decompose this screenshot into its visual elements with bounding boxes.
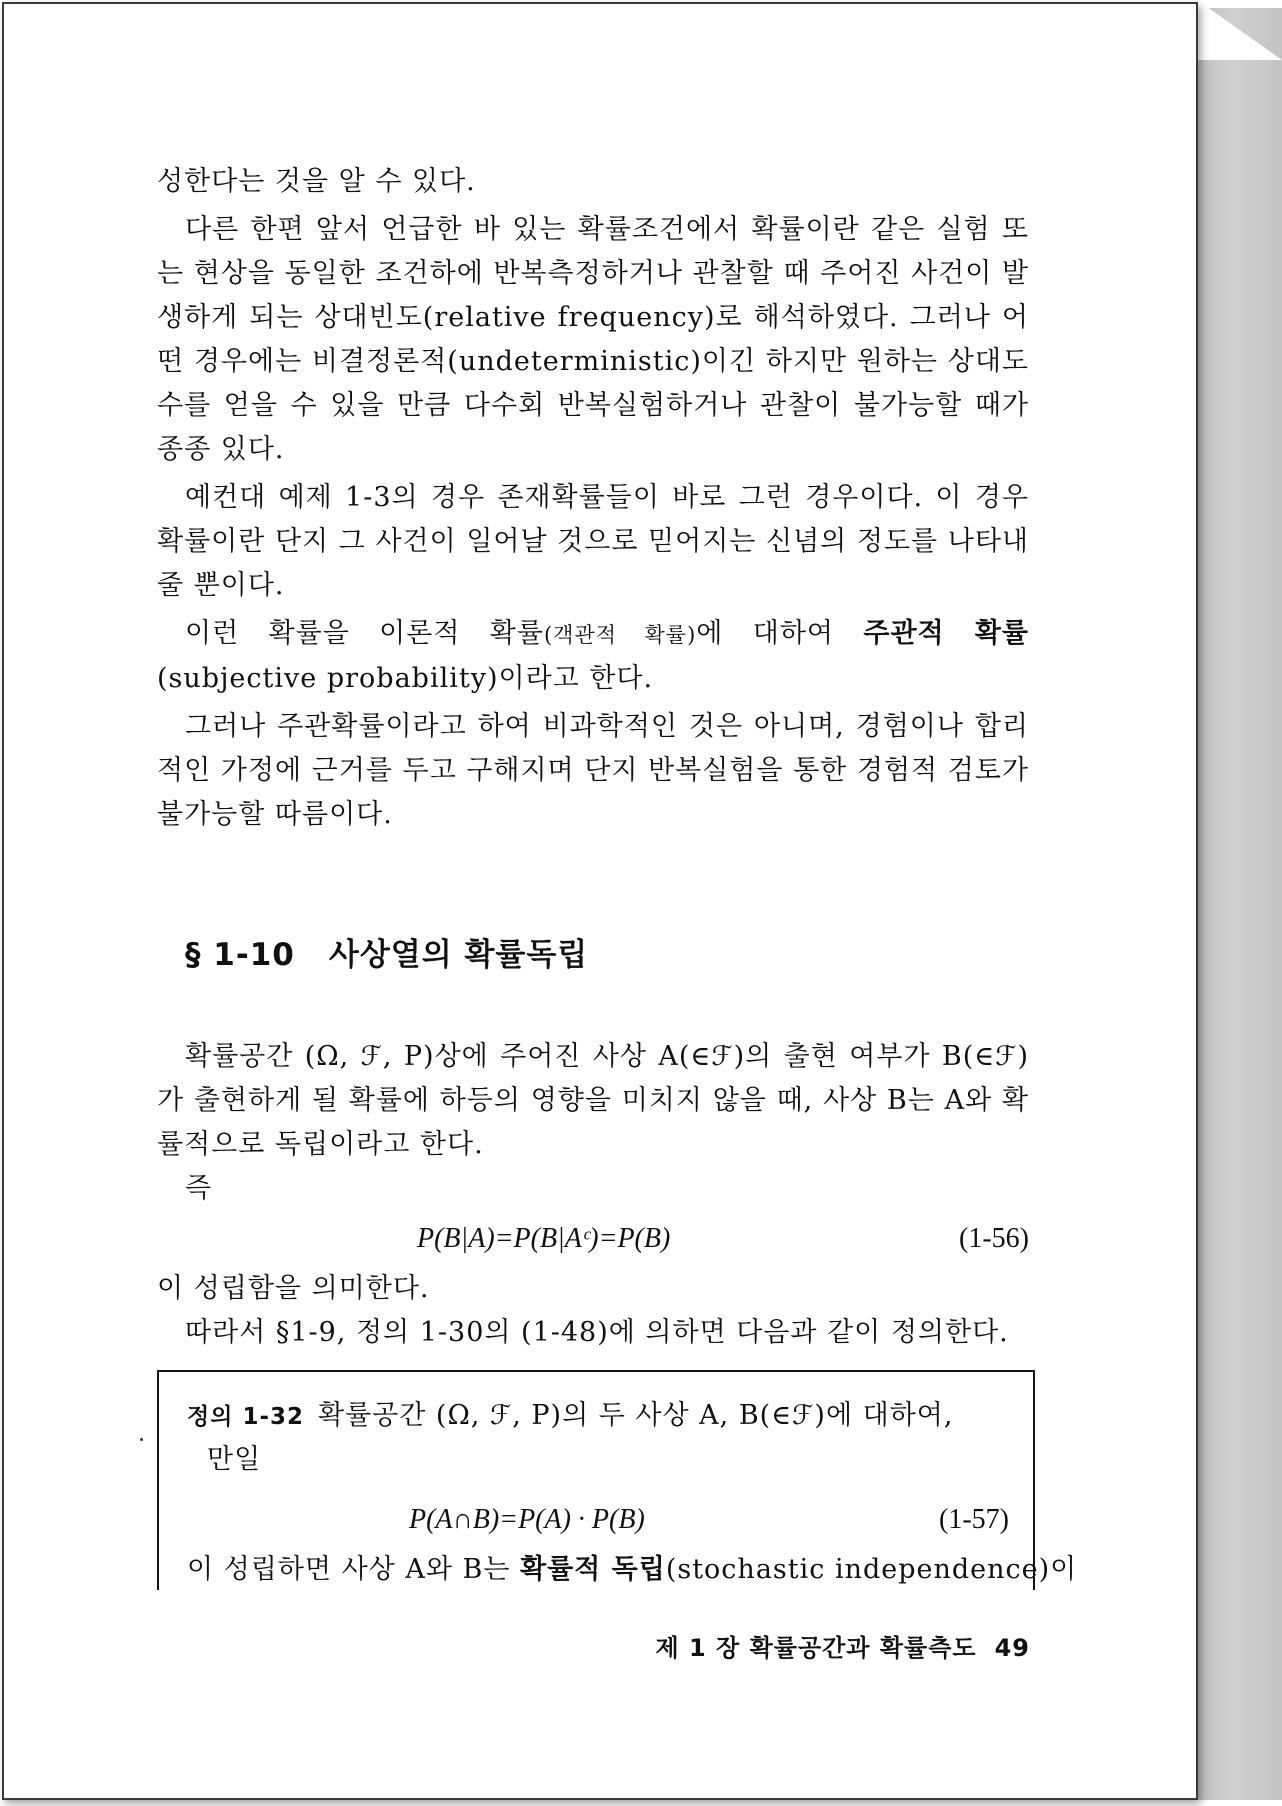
page-number: 49 <box>994 1634 1030 1662</box>
definition-equation-number: (1-57) <box>939 1504 1009 1535</box>
section-title: 사상열의 확률독립 <box>328 937 589 973</box>
subjective-mid: 에 대하여 <box>696 618 864 649</box>
definition-label: 정의 1-32 <box>187 1404 304 1430</box>
subjective-paren: (객관적 확률) <box>543 623 697 647</box>
paragraph-namely: 즉 <box>185 1173 213 1204</box>
paragraph-independence-definition: 확률공간 (Ω, ℱ, P)상에 주어진 사상 A(∈ℱ)의 출현 여부가 B(∈ℱ)가 출현하게 될 확률에 하등의 영향을 미치지 않을 때, 사상 B는 A와 확률적으로 독립이라고 한다. <box>157 1041 1029 1160</box>
definition-equation: P(A∩B)=P(A) · P(B) <box>409 1504 645 1535</box>
paragraph-meaning: 이 성립함을 의미한다. <box>157 1273 430 1304</box>
paragraph-subjective-probability <box>157 612 1029 701</box>
paragraph-subjective-note: 그러나 주관확률이라고 하여 비과학적인 것은 아니며, 경험이나 합리적인 가정에 근거를 두고 구해지며 단지 반복실험을 통한 경험적 검토가 불가능할 따름이다. <box>157 711 1029 830</box>
section-number: § 1-10 <box>185 937 295 973</box>
subjective-lead: 이런 확률을 이론적 확률 <box>185 618 544 649</box>
definition-line-3 <box>187 1548 1077 1592</box>
definition-text-1: 확률공간 (Ω, ℱ, P)의 두 사상 A, B(∈ℱ)에 대하여, <box>318 1400 954 1431</box>
paragraph-continuation: 성한다는 것을 알 수 있다. <box>157 166 476 197</box>
paragraph-relative-frequency: 다른 한편 앞서 언급한 바 있는 확률조건에서 확률이란 같은 실험 또는 현상을 동일한 조건하에 반복측정하거나 관찰할 때 주어진 사건이 발생하게 되는 상대빈도(relative frequency)로 해석하였다. 그러나 어떤 경우에는 비결정론적(undeterministic)이긴 하지만 원하는 상대도수를 얻을 수 있을 만큼 다수회 반복실험하거나 관찰이 불가능할 때가 종종 있다. <box>157 214 1029 465</box>
definition-term: 확률적 독립 <box>520 1554 666 1585</box>
paragraph-therefore: 따라서 §1-9, 정의 1-30의 (1-48)에 의하면 다음과 같이 정의한다. <box>185 1317 1009 1348</box>
subjective-term: 주관적 확률 <box>863 618 1030 649</box>
page-body <box>157 160 1029 1355</box>
section-heading <box>185 933 1029 977</box>
equation-1-57 <box>409 1492 1009 1548</box>
page-footer <box>640 1628 1030 1663</box>
definition-line-2: 만일 <box>207 1444 262 1475</box>
running-chapter-title: 제 1 장 확률공간과 확률측도 <box>655 1634 977 1662</box>
equation-1-56 <box>157 1211 1029 1267</box>
definition-line-1 <box>187 1394 953 1439</box>
equation-expression: P(B|A)=P(B|Aᶜ)=P(B) <box>417 1223 671 1254</box>
subjective-tail: (subjective probability)이라고 한다. <box>157 663 654 694</box>
paragraph-example: 예컨대 예제 1-3의 경우 존재확률들이 바로 그런 경우이다. 이 경우 확률이란 단지 그 사건이 일어날 것으로 믿어지는 신념의 정도를 나타내 줄 뿐이다. <box>157 482 1029 601</box>
print-speck <box>140 1438 143 1441</box>
definition-line-3-tail: (stochastic independence)이 <box>665 1554 1078 1585</box>
definition-line-3-lead: 이 성립하면 사상 A와 B는 <box>187 1554 520 1585</box>
book-page-edge <box>1196 8 1282 1800</box>
definition-box <box>157 1370 1078 1590</box>
equation-number: (1-56) <box>959 1223 1029 1254</box>
